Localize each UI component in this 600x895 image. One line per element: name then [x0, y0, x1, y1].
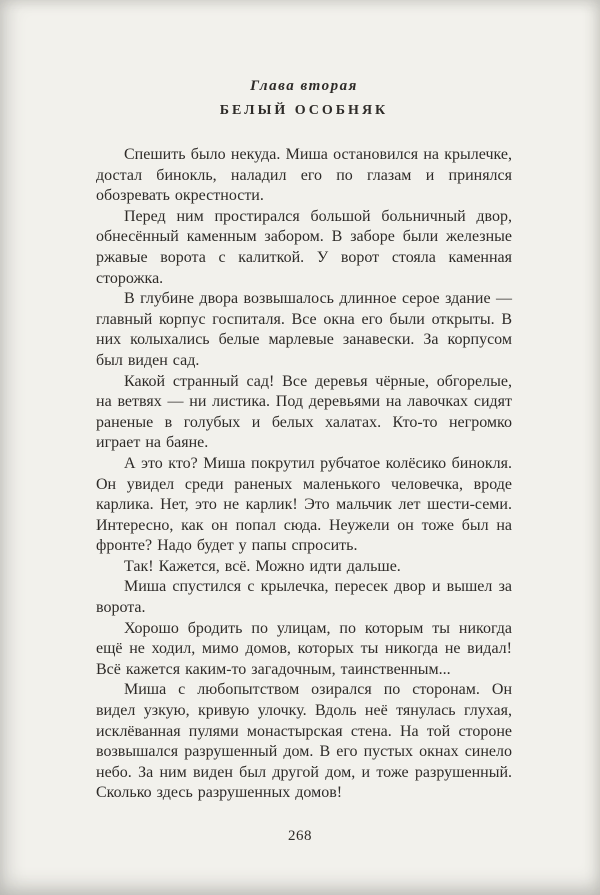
paragraph: А это кто? Миша покрутил рубчатое колёсико бинокля. Он увидел среди раненых маленького человечка, вроде карлика. Нет, это не карлик! Это мальчик лет шести-семи. Интересно, как он попал сюда. Неужели он тоже был на фронте? Надо будет у папы спросить. — [96, 454, 512, 555]
chapter-heading: Глава вторая — [250, 78, 358, 94]
paragraph: Так! Кажется, всё. Можно идти дальше. — [124, 557, 401, 575]
paragraph: Перед ним простирался большой больничный двор, обнесённый каменным забором. В заборе были железные ржавые ворота с калиткой. У ворот стояла каменная сторожка. — [96, 207, 512, 287]
page-number: 268 — [288, 828, 312, 844]
paragraph: Миша с любопытством озирался по сторонам. Он видел узкую, кривую улочку. Вдоль неё тянулась глухая, исклёванная пулями монастырская стена. На той стороне возвышался разрушенный дом. В его пустых окнах синело небо. За ним виден был другой дом, и тоже разрушенный. Сколько здесь разрушенных домов! — [96, 681, 512, 802]
paragraph: В глубине двора возвышалось длинное серое здание — главный корпус госпиталя. Все окна его были открыты. В них колыхались белые марлевые занавески. За корпусом был виден сад. — [96, 290, 512, 369]
section-title: БЕЛЫЙ ОСОБНЯК — [219, 103, 389, 118]
paragraph: Хорошо бродить по улицам, по которым ты никогда ещё не ходил, мимо домов, которых ты никогда не видал! Всё кажется каким-то загадочным, таинственным... — [96, 619, 512, 678]
paragraph: Миша спустился с крылечка, пересек двор и вышел за ворота. — [96, 578, 512, 617]
body-text — [96, 145, 512, 804]
paragraph: Какой странный сад! Все деревья чёрные, обгорелые, на ветвях — ни листика. Под деревьями на лавочках сидят раненые в голубых и белых халатах. Кто-то негромко играет на баяне. — [96, 372, 512, 452]
paragraph: Спешить было некуда. Миша остановился на крылечке, достал бинокль, наладил его по глазам и принялся обозревать окрестности. — [96, 146, 512, 205]
